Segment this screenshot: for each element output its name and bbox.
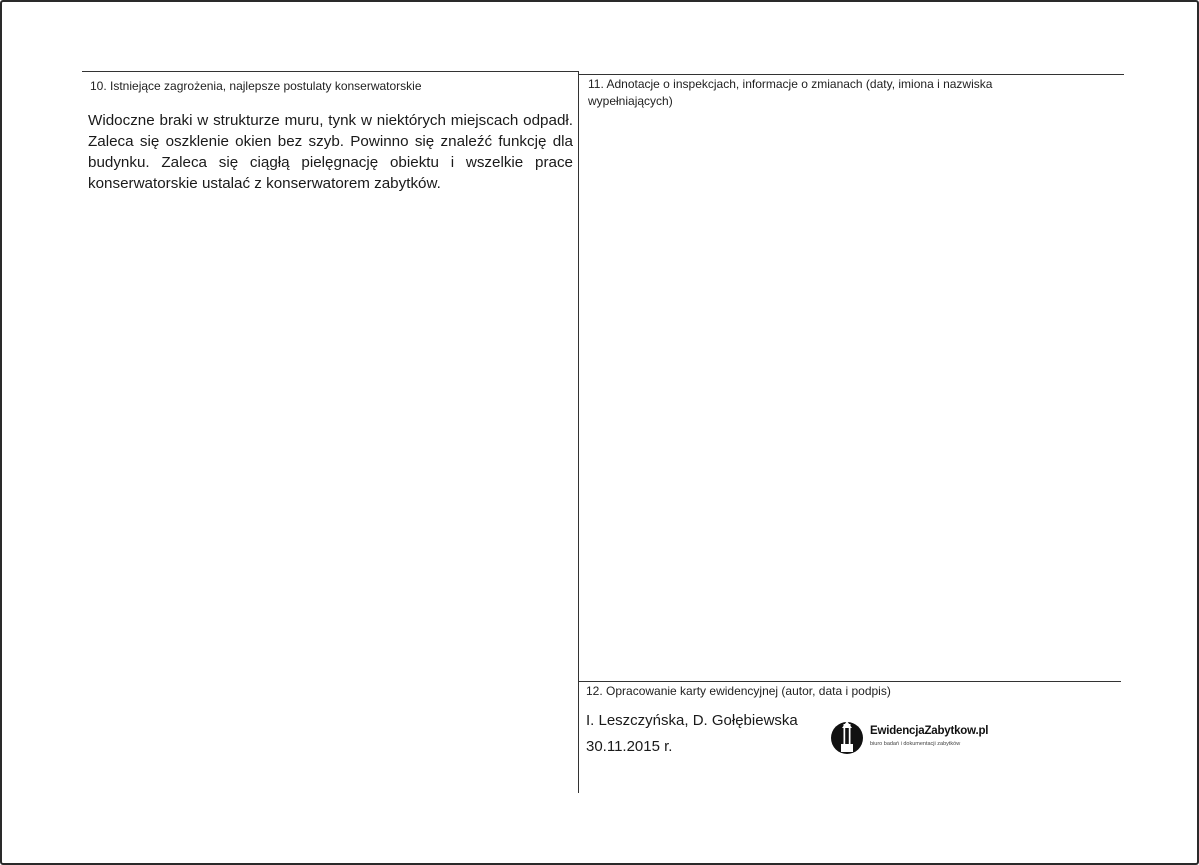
author-names: I. Leszczyńska, D. Gołębiewska	[586, 712, 798, 729]
section-11-top-rule	[579, 74, 1124, 75]
section-10-text: Widoczne braki w strukturze muru, tynk w niektórych miejscach odpadł. Zaleca się oszklenie okien bez szyb. Powinno się znaleźć funkcję dla budynku. Zaleca się ciągłą pielęgnację obiektu i wszelkie prace konserwatorskie ustalać z konserwatorem zabytków.	[88, 112, 573, 192]
ewidencja-logo	[830, 718, 990, 758]
section-11-label: 11. Adnotacje o inspekcjach, informacje o zmianach (daty, imiona i nazwiska wypełniających)	[588, 77, 993, 108]
logo-tagline: biuro badań i dokumentacji zabytków	[870, 741, 961, 747]
card-date: 30.11.2015 r.	[586, 738, 673, 755]
section-12-top-rule	[579, 681, 1121, 682]
column-divider	[578, 71, 579, 793]
monument-icon	[830, 718, 864, 756]
logo-name: EwidencjaZabytkow.pl	[870, 725, 989, 737]
section-10-top-rule	[82, 71, 579, 72]
section-10-label: 10. Istniejące zagrożenia, najlepsze postulaty konserwatorskie	[90, 79, 422, 93]
section-12-label: 12. Opracowanie karty ewidencyjnej (autor, data i podpis)	[586, 684, 891, 698]
